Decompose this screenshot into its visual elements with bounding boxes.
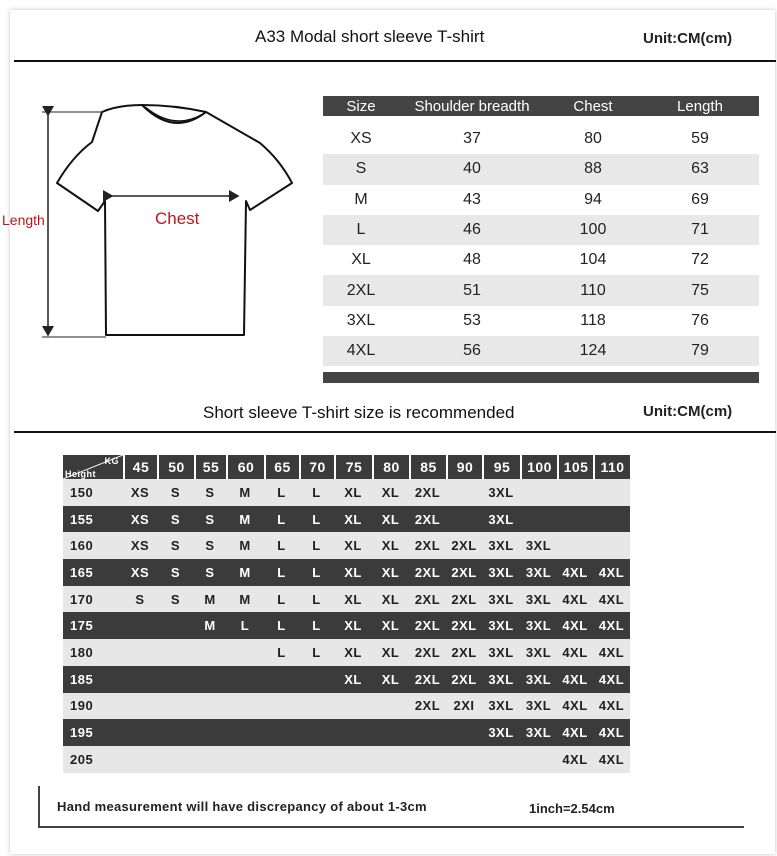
height-cell: 190 [63,693,123,720]
measurement-note: Hand measurement will have discrepancy of about 1-3cm [57,799,427,814]
recommended-size-cell [226,746,264,773]
recommended-size-cell: 3XL [482,612,520,639]
size-cell: XS [350,130,372,148]
recommended-size-cell [446,746,482,773]
size-cell: S [323,154,399,184]
recommended-size-cell: 3XL [482,639,520,666]
recommended-size-cell: 2XI [446,693,482,720]
length-cell: 72 [691,251,709,269]
recommended-size-cell: XL [334,479,372,506]
recommended-size-cell [446,719,482,746]
recommended-size-cell: XL [334,612,372,639]
recommended-size-cell [299,666,334,693]
size-cell: XL [351,251,371,269]
recommended-size-cell [123,639,157,666]
size-row [323,185,759,215]
height-cell: 195 [63,719,123,746]
recommended-size-cell: 2XL [409,532,446,559]
shoulder-cell: 53 [463,311,481,329]
height-row [63,746,630,773]
chest-cell: 100 [545,215,641,245]
height-cell: 185 [63,666,123,693]
recommended-size-cell: L [299,532,334,559]
recommended-size-cell [557,479,593,506]
weight-header-cell: 95 [482,455,520,479]
recommended-size-cell: 4XL [593,666,630,693]
height-cell: 165 [63,559,123,586]
recommended-size-cell: S [157,559,194,586]
length-label: Length [2,212,45,228]
recommended-size-cell: S [194,506,226,533]
recommended-size-cell [446,479,482,506]
recommended-size-cell [194,746,226,773]
recommended-size-cell [593,532,630,559]
recommended-size-cell [264,693,299,720]
recommended-size-cell [157,666,194,693]
weight-header-cell: 65 [264,455,299,479]
recommended-size-cell [520,746,557,773]
height-row [63,693,630,720]
recommended-size-cell: L [299,479,334,506]
recommended-size-cell [194,639,226,666]
recommended-size-cell: XL [372,532,409,559]
length-cell: 75 [641,275,759,305]
height-cell: 205 [63,746,123,773]
recommended-size-cell: S [157,506,194,533]
recommended-size-cell: 2XL [409,479,446,506]
recommended-size-cell: 2XL [446,559,482,586]
weight-header-cell: 90 [446,455,482,479]
middle-divider [14,431,776,433]
recommended-size-cell: 4XL [593,746,630,773]
recommended-size-cell: S [157,479,194,506]
recommended-size-cell: L [226,612,264,639]
recommended-size-cell [123,666,157,693]
size-cell: 2XL [323,275,399,305]
recommended-size-cell: 3XL [482,586,520,613]
col-chest-header: Chest [545,96,641,116]
weight-header-cell: 110 [593,455,630,479]
recommended-size-cell: M [226,586,264,613]
recommended-size-cell [264,746,299,773]
recommended-size-cell: 3XL [482,666,520,693]
recommended-size-cell: L [264,612,299,639]
length-cell: 79 [641,336,759,366]
shoulder-cell: 48 [463,251,481,269]
recommended-size-cell: XL [372,612,409,639]
recommended-size-cell: 4XL [593,639,630,666]
top-divider [14,60,776,62]
height-row [63,532,630,559]
recommended-size-cell: 4XL [557,693,593,720]
recommended-size-cell [123,746,157,773]
inch-conversion: 1inch=2.54cm [529,801,615,816]
recommended-size-cell: 4XL [557,666,593,693]
chest-cell: 118 [580,311,606,329]
weight-header-cell: 85 [409,455,446,479]
height-row [63,479,630,506]
recommended-size-cell: 4XL [593,612,630,639]
length-cell: 69 [691,190,709,208]
size-cell: 4XL [323,336,399,366]
recommended-size-cell [334,719,372,746]
recommended-size-cell: 4XL [557,559,593,586]
recommended-size-cell: M [226,532,264,559]
recommended-size-cell [157,746,194,773]
weight-header-cell: 105 [557,455,593,479]
col-length-header: Length [641,96,759,116]
height-row [63,719,630,746]
height-row [63,586,630,613]
recommended-size-cell [226,719,264,746]
recommended-size-cell: L [264,506,299,533]
shoulder-cell: 37 [463,130,481,148]
recommended-size-cell: XL [334,559,372,586]
shoulder-cell: 56 [399,336,545,366]
recommended-size-cell: 3XL [520,693,557,720]
recommended-size-cell [334,693,372,720]
recommended-size-cell: 4XL [557,639,593,666]
weight-header-cell: 50 [157,455,194,479]
shoulder-cell: 40 [399,154,545,184]
recommended-size-cell: 3XL [482,506,520,533]
recommended-size-cell: XL [372,639,409,666]
recommended-size-cell: 4XL [557,719,593,746]
recommended-size-cell [123,612,157,639]
corner-kg-label: KG [104,456,119,466]
recommended-size-cell: 3XL [520,532,557,559]
recommended-size-cell: 3XL [520,666,557,693]
size-row [323,215,759,245]
recommended-size-cell: L [264,532,299,559]
size-row [323,336,759,366]
recommended-size-cell: XL [334,666,372,693]
height-row [63,639,630,666]
recommended-size-cell [157,719,194,746]
recommended-size-cell: 4XL [557,746,593,773]
recommended-size-cell [226,639,264,666]
height-row [63,612,630,639]
recommended-size-cell: XL [334,639,372,666]
recommended-size-cell [409,719,446,746]
recommended-size-cell: L [264,559,299,586]
recommended-size-cell: M [226,506,264,533]
recommended-size-cell [264,666,299,693]
recommended-size-cell: XL [334,532,372,559]
recommended-size-cell [299,746,334,773]
recommended-size-cell: S [194,559,226,586]
recommended-size-cell: 3XL [482,532,520,559]
size-cell: L [323,215,399,245]
chest-cell: 94 [584,190,602,208]
size-row [323,124,759,154]
shoulder-cell: 51 [399,275,545,305]
recommended-size-cell: XS [123,506,157,533]
recommended-size-cell [557,532,593,559]
recommended-size-cell [123,693,157,720]
recommended-size-cell [194,666,226,693]
shoulder-cell: 46 [399,215,545,245]
recommended-size-cell: 4XL [593,586,630,613]
recommended-size-cell [520,506,557,533]
weight-header-cell: 80 [372,455,409,479]
recommended-size-cell [372,746,409,773]
recommended-size-cell: M [226,479,264,506]
recommended-size-cell: 2XL [446,612,482,639]
weight-header-cell: 45 [123,455,157,479]
recommended-size-cell [123,719,157,746]
recommended-size-cell: S [157,532,194,559]
corner-cell [63,455,123,479]
recommended-size-cell: L [299,639,334,666]
recommended-size-cell [520,479,557,506]
recommended-size-cell [194,719,226,746]
size-cell: 3XL [346,311,376,329]
recommended-size-cell: S [194,532,226,559]
size-row [323,245,759,275]
recommended-size-cell [226,693,264,720]
recommended-size-cell: 3XL [482,719,520,746]
recommended-size-cell [334,746,372,773]
recommended-size-cell: L [299,586,334,613]
weight-header-cell: 100 [520,455,557,479]
height-cell: 180 [63,639,123,666]
recommended-size-cell [194,693,226,720]
weight-header-cell: 60 [226,455,264,479]
col-shoulder-header: Shoulder breadth [399,96,545,116]
recommended-size-cell: L [299,506,334,533]
recommended-size-cell: 2XL [409,612,446,639]
recommended-size-cell: 4XL [593,719,630,746]
chest-cell: 80 [584,130,602,148]
recommended-size-cell [157,612,194,639]
recommended-size-cell: M [226,559,264,586]
recommended-size-cell: 4XL [593,693,630,720]
recommended-size-cell: XL [334,506,372,533]
recommended-size-cell: XS [123,532,157,559]
recommended-size-cell: 4XL [557,586,593,613]
recommended-size-cell: XL [372,479,409,506]
recommended-size-cell: 2XL [409,559,446,586]
size-table-header [323,96,759,116]
recommended-size-cell: 2XL [446,532,482,559]
recommended-size-cell: 3XL [520,719,557,746]
recommended-size-cell: L [264,479,299,506]
shoulder-cell: 43 [463,190,481,208]
chest-label: Chest [155,209,200,228]
chest-cell: 88 [545,154,641,184]
height-cell: 175 [63,612,123,639]
recommended-size-cell [372,719,409,746]
recommended-size-cell [264,719,299,746]
weight-header-cell: 70 [299,455,334,479]
height-cell: 150 [63,479,123,506]
size-row [323,275,759,305]
recommended-size-cell: 2XL [446,639,482,666]
recommended-size-cell: S [194,479,226,506]
recommended-size-cell: L [299,559,334,586]
recommended-size-cell [299,719,334,746]
length-cell: 76 [691,311,709,329]
length-cell: 63 [641,154,759,184]
recommended-size-cell [482,746,520,773]
weight-header-cell: 75 [334,455,372,479]
unit-label-top: Unit:CM(cm) [643,30,733,47]
recommended-size-cell: XL [372,586,409,613]
recommended-size-cell: L [299,612,334,639]
recommended-size-cell: 3XL [520,612,557,639]
height-row [63,559,630,586]
height-row [63,506,630,533]
recommended-size-cell: 2XL [409,506,446,533]
tshirt-diagram [0,95,300,355]
recommended-size-cell: XS [123,559,157,586]
recommended-size-cell: 2XL [409,666,446,693]
recommended-size-cell: 2XL [409,639,446,666]
recommended-size-cell: L [264,639,299,666]
length-cell: 59 [691,130,709,148]
footer-bracket-left [38,786,40,828]
size-table [323,96,759,366]
recommended-size-cell [157,693,194,720]
recommended-size-cell [593,479,630,506]
recommended-size-cell: 3XL [482,479,520,506]
recommended-size-cell [409,746,446,773]
recommended-size-cell: XL [372,666,409,693]
height-cell: 160 [63,532,123,559]
recommended-size-cell: 2XL [446,666,482,693]
recommend-table [63,455,630,773]
recommended-size-cell: M [194,586,226,613]
recommended-size-cell [157,639,194,666]
recommended-size-cell: XL [334,586,372,613]
recommended-size-cell: 3XL [520,586,557,613]
recommended-size-cell [557,506,593,533]
length-cell: 71 [641,215,759,245]
unit-label-bottom: Unit:CM(cm) [643,403,733,420]
recommended-size-cell [593,506,630,533]
recommended-size-cell: M [194,612,226,639]
chest-cell: 124 [545,336,641,366]
size-row [323,154,759,184]
weight-header-row [63,455,630,479]
recommended-size-cell: L [264,586,299,613]
recommended-size-cell: 2XL [446,586,482,613]
recommended-size-cell [226,666,264,693]
corner-height-label: Height [65,469,96,479]
size-cell: M [354,190,368,208]
height-cell: 155 [63,506,123,533]
recommended-size-cell: XS [123,479,157,506]
recommended-size-cell: 3XL [482,559,520,586]
height-row [63,666,630,693]
recommended-size-cell: S [157,586,194,613]
chest-cell: 104 [579,251,607,269]
footer-bracket-bottom [38,826,744,828]
size-row [323,306,759,336]
recommended-size-cell [299,693,334,720]
height-cell: 170 [63,586,123,613]
recommended-size-cell: 4XL [593,559,630,586]
recommended-size-cell: S [123,586,157,613]
size-table-footer-bar [323,372,759,383]
recommended-size-cell: 3XL [520,559,557,586]
size-table-gap [323,116,759,124]
recommended-size-cell: XL [372,506,409,533]
recommended-size-cell: 2XL [409,586,446,613]
recommended-size-cell [372,693,409,720]
recommended-size-cell: 4XL [557,612,593,639]
recommended-size-cell: 3XL [482,693,520,720]
product-title: A33 Modal short sleeve T-shirt [255,27,485,46]
col-size-header: Size [323,96,399,116]
recommended-size-cell: 3XL [520,639,557,666]
weight-header-cell: 55 [194,455,226,479]
recommended-size-cell: 2XL [409,693,446,720]
recommend-title: Short sleeve T-shirt size is recommended [203,403,515,422]
recommended-size-cell: XL [372,559,409,586]
recommended-size-cell [446,506,482,533]
chest-cell: 110 [545,275,641,305]
